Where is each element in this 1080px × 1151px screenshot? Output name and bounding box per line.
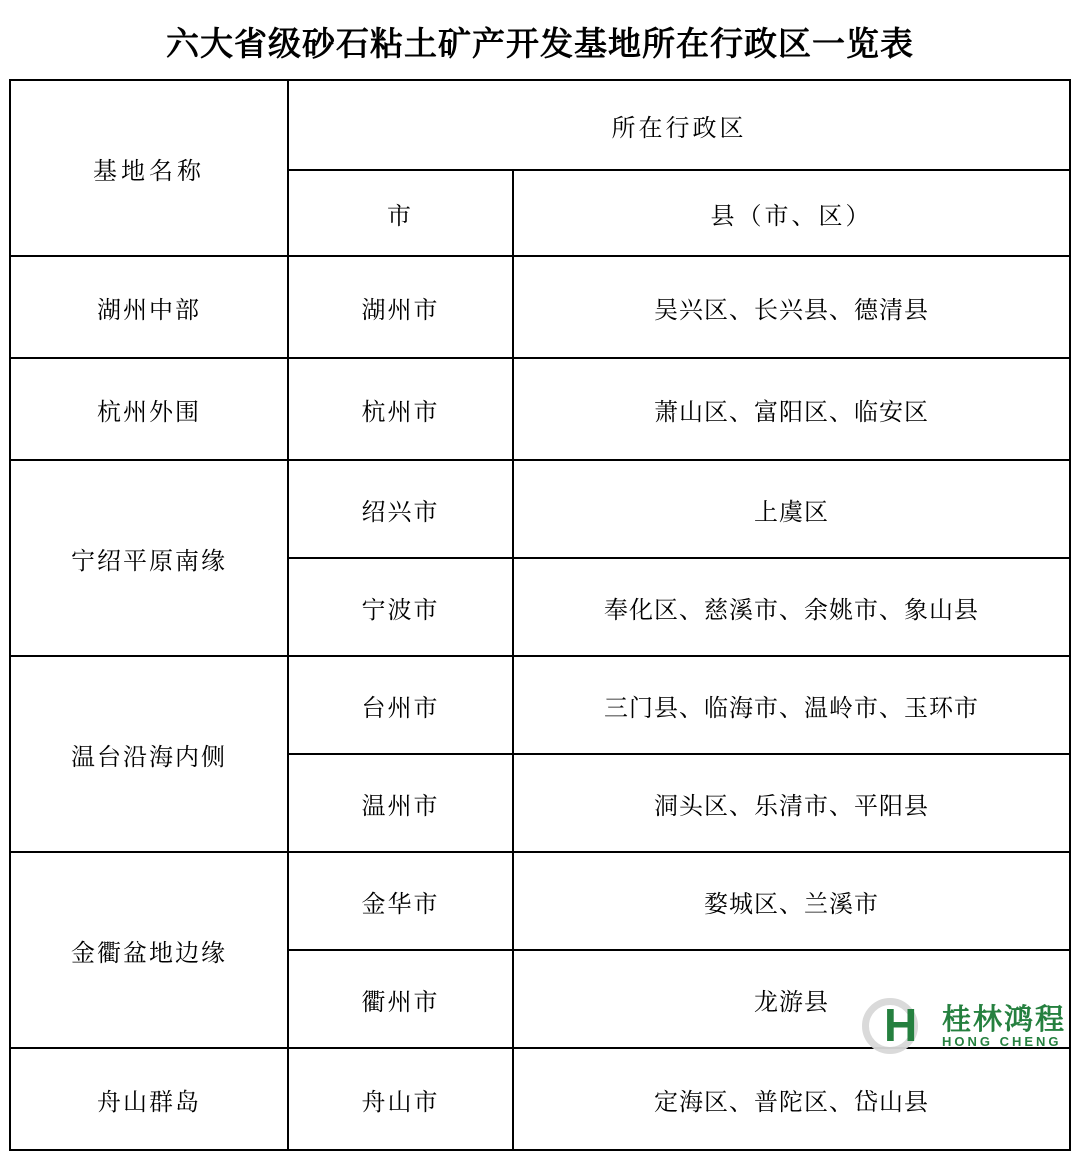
table-row (10, 460, 1070, 558)
cell-base-name: 舟山群岛 (10, 1048, 288, 1150)
cell-county: 吴兴区、长兴县、德清县 (513, 256, 1070, 358)
cell-city: 绍兴市 (288, 460, 513, 558)
table-row (10, 852, 1070, 950)
table-row (10, 358, 1070, 460)
cell-base-name: 温台沿海内侧 (10, 656, 288, 852)
cell-county: 上虞区 (513, 460, 1070, 558)
page-title: 六大省级砂石粘土矿产开发基地所在行政区一览表 (166, 27, 914, 63)
cell-county: 三门县、临海市、温岭市、玉环市 (513, 656, 1070, 754)
cell-county: 婺城区、兰溪市 (513, 852, 1070, 950)
cell-county: 洞头区、乐清市、平阳县 (513, 754, 1070, 852)
header-base-name: 基地名称 (10, 80, 288, 256)
region-table (9, 79, 1071, 1151)
cell-county: 定海区、普陀区、岱山县 (513, 1048, 1070, 1150)
cell-county: 奉化区、慈溪市、余姚市、象山县 (513, 558, 1070, 656)
cell-county: 萧山区、富阳区、临安区 (513, 358, 1070, 460)
watermark-letter: H (883, 999, 918, 1051)
header-city: 市 (288, 170, 513, 256)
table-row (10, 656, 1070, 754)
cell-city: 舟山市 (288, 1048, 513, 1150)
header-region-group: 所在行政区 (288, 80, 1070, 170)
cell-city: 衢州市 (288, 950, 513, 1048)
cell-city: 宁波市 (288, 558, 513, 656)
cell-base-name: 湖州中部 (10, 256, 288, 358)
cell-city: 温州市 (288, 754, 513, 852)
cell-base-name: 金衢盆地边缘 (10, 852, 288, 1048)
watermark-name-cn: 桂林鸿程 (941, 1003, 1066, 1036)
cell-city: 杭州市 (288, 358, 513, 460)
cell-city: 金华市 (288, 852, 513, 950)
watermark-name-en: HONG CHENG (941, 1034, 1062, 1050)
table-row (10, 1048, 1070, 1150)
header-county: 县（市、区） (513, 170, 1070, 256)
cell-county: 龙游县 (513, 950, 1070, 1048)
cell-city: 湖州市 (288, 256, 513, 358)
cell-base-name: 杭州外围 (10, 358, 288, 460)
cell-city: 台州市 (288, 656, 513, 754)
table-row (10, 256, 1070, 358)
table-header-row-1 (10, 80, 1070, 170)
cell-base-name: 宁绍平原南缘 (10, 460, 288, 656)
